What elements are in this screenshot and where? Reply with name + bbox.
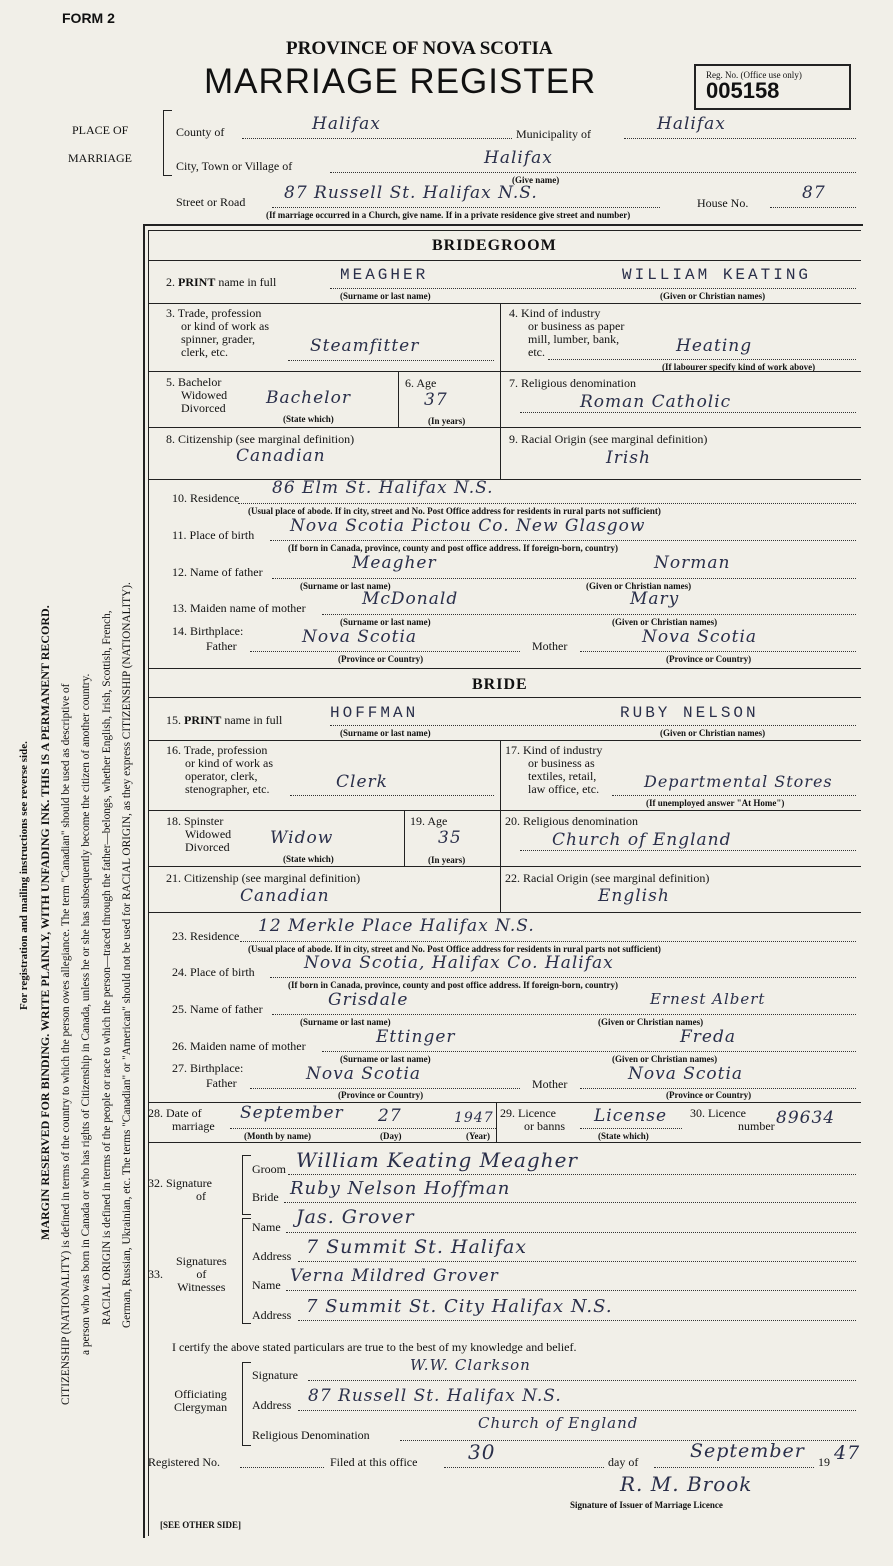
bride-father-line — [272, 1014, 856, 1015]
issuer-caption: Signature of Issuer of Marriage Licence — [570, 1500, 723, 1510]
rule — [148, 1142, 861, 1143]
marriage-day: 27 — [378, 1106, 402, 1126]
clergyman-label: Officiating Clergyman — [174, 1387, 228, 1414]
groom-age: 37 — [424, 390, 448, 410]
place-label: PLACE OF — [72, 123, 129, 137]
status-caption: (State which) — [283, 414, 334, 424]
bride-father-given: Ernest Albert — [650, 990, 766, 1008]
given-caption: (Given or Christian names) — [612, 617, 718, 627]
surname-caption: (Surname or last name) — [340, 617, 431, 627]
witnesses-label: Signatures of Witnesses — [176, 1254, 227, 1294]
municipality-line — [624, 138, 856, 139]
clergy-address-label: Address — [252, 1398, 292, 1412]
filed-year: 47 — [834, 1442, 861, 1464]
bride-residence-line — [240, 941, 856, 942]
marriage-date-label: 28. Date of marriage — [148, 1106, 215, 1133]
bride-birth-label: 24. Place of birth — [172, 965, 255, 979]
bride-age: 35 — [438, 828, 462, 848]
groom-status-label: 5. Bachelor Widowed Divorced — [166, 375, 228, 415]
bride-name-label: 15. PRINT name in full — [166, 713, 283, 727]
rule — [148, 866, 861, 867]
divider — [500, 303, 501, 371]
given-caption: (Given or Christian names) — [660, 291, 766, 301]
bride-birth: Nova Scotia, Halifax Co. Halifax — [304, 953, 614, 973]
signature-section-label: 32. Signature of — [148, 1176, 212, 1203]
groom-name-label: 2. PRINT name in full — [166, 275, 277, 289]
rule — [148, 912, 861, 913]
registered-label: Registered No. — [148, 1455, 220, 1469]
surname-caption: (Surname or last name) — [340, 728, 431, 738]
groom-birth-line — [270, 540, 856, 541]
bride-bp-mother: Nova Scotia — [628, 1064, 744, 1084]
month-caption: (Month by name) — [244, 1131, 311, 1141]
bride-given: RUBY NELSON — [620, 704, 759, 722]
witness2-name-line — [286, 1290, 856, 1291]
rule — [148, 740, 861, 741]
province-caption: (Province or Country) — [666, 1090, 752, 1100]
groom-industry-caption: (If labourer specify kind of work above) — [662, 362, 816, 372]
bride-residence-label: 23. Residence — [172, 929, 240, 943]
bride-bp-mother-line — [580, 1088, 856, 1089]
house-line — [770, 207, 856, 208]
bride-religion-line — [520, 850, 856, 851]
birth-caption: (If born in Canada, province, county and post office address. If foreign-born, country) — [288, 980, 619, 990]
witness2-address-label: Address — [252, 1308, 292, 1322]
reg-number: 005158 — [706, 78, 780, 103]
bride-industry-label: 17. Kind of industry or business as textiles, retail, law office, etc. — [505, 743, 603, 796]
divider — [404, 810, 405, 866]
filed-month-line — [654, 1467, 814, 1468]
groom-trade-line — [288, 360, 494, 361]
birthplace-father-label: Father — [206, 1076, 237, 1090]
bride-religion: Church of England — [552, 830, 732, 850]
bride-sig-line — [284, 1202, 856, 1203]
witnesses-number: 33. — [148, 1267, 163, 1281]
province-caption: (Province or Country) — [666, 654, 752, 664]
groom-industry: Heating — [676, 336, 753, 356]
frame-inner-top — [148, 230, 861, 231]
divider — [500, 371, 501, 427]
filed-day: 30 — [468, 1440, 496, 1464]
city-value: Halifax — [484, 148, 553, 168]
clergy-denomination-label: Religious Denomination — [252, 1428, 370, 1442]
witness2-address: 7 Summit St. City Halifax N.S. — [306, 1296, 613, 1317]
witness2-name: Verna Mildred Grover — [290, 1266, 499, 1286]
bride-racial-label: 22. Racial Origin (see marginal definition) — [505, 871, 710, 885]
groom-birth-label: 11. Place of birth — [172, 528, 255, 542]
marriage-date-line — [230, 1128, 496, 1129]
licence-caption: (State which) — [598, 1131, 649, 1141]
bridegroom-heading: BRIDEGROOM — [432, 237, 557, 254]
surname-caption: (Surname or last name) — [300, 1017, 391, 1027]
groom-father-surname: Meagher — [352, 553, 437, 573]
groom-residence: 86 Elm St. Halifax N.S. — [272, 478, 494, 498]
groom-mother-label: 13. Maiden name of mother — [172, 601, 306, 615]
bride-birth-line — [270, 977, 856, 978]
rule — [148, 303, 861, 304]
rule — [148, 697, 861, 698]
birthplace-father-label: Father — [206, 639, 237, 653]
groom-racial-label: 9. Racial Origin (see marginal definition) — [509, 432, 708, 446]
bride-heading: BRIDE — [472, 676, 528, 693]
rule — [148, 427, 861, 428]
house-label: House No. — [697, 196, 749, 210]
groom-bp-mother-line — [580, 651, 856, 652]
groom-bp-father: Nova Scotia — [302, 627, 418, 647]
divider — [500, 427, 501, 479]
licence-number-label: 30. Licence number — [690, 1106, 775, 1133]
witness1-address-label: Address — [252, 1249, 292, 1263]
groom-religion-label: 7. Religious denomination — [509, 376, 636, 390]
bride-mother-surname: Ettinger — [376, 1027, 456, 1047]
registered-line — [240, 1467, 324, 1468]
groom-surname: MEAGHER — [340, 266, 429, 284]
filed-month: September — [690, 1440, 805, 1462]
status-caption: (State which) — [283, 854, 334, 864]
church-note: (If marriage occurred in a Church, give name. If in a private residence give street and number) — [266, 210, 631, 220]
groom-signature: William Keating Meagher — [296, 1148, 578, 1172]
given-caption: (Given or Christian names) — [612, 1054, 718, 1064]
margin-racial-def: RACIAL ORIGIN is defined in terms of the people or race to which the person—traced through the father—belongs, whether English, Irish, Scottish, French, — [101, 610, 113, 1325]
divider — [500, 740, 501, 810]
groom-father-given: Norman — [654, 553, 731, 573]
surname-caption: (Surname or last name) — [300, 581, 391, 591]
place-bracket — [163, 110, 172, 176]
bride-age-label: 19. Age — [410, 814, 448, 828]
street-value: 87 Russell St. Halifax N.S. — [284, 183, 538, 203]
divider — [500, 810, 501, 866]
groom-birthplace-label: 14. Birthplace: — [172, 624, 244, 638]
county-label: County of — [176, 125, 225, 139]
birth-caption: (If born in Canada, province, county and post office address. If foreign-born, country) — [288, 543, 619, 553]
groom-age-label: 6. Age — [405, 376, 437, 390]
groom-birth: Nova Scotia Pictou Co. New Glasgow — [290, 516, 646, 536]
bride-signature: Ruby Nelson Hoffman — [290, 1178, 511, 1199]
bride-religion-label: 20. Religious denomination — [505, 814, 638, 828]
groom-mother-given: Mary — [630, 589, 680, 609]
groom-religion: Roman Catholic — [580, 392, 732, 412]
day-of-label: day of — [608, 1455, 639, 1469]
groom-father-label: 12. Name of father — [172, 565, 263, 579]
bride-racial: English — [598, 886, 670, 906]
bride-status-label: 18. Spinster Widowed Divorced — [166, 814, 232, 854]
witness2-name-label: Name — [252, 1278, 281, 1292]
clergy-bracket — [242, 1362, 251, 1446]
groom-religion-line — [520, 412, 856, 413]
bride-industry-line — [612, 795, 856, 796]
residence-caption: (Usual place of abode. If in city, street and No. Post Office address for residents in rural parts not sufficient) — [248, 944, 661, 954]
witness1-name: Jas. Grover — [296, 1206, 415, 1228]
city-line — [330, 172, 856, 173]
province-title: PROVINCE OF NOVA SCOTIA — [286, 38, 553, 59]
bride-trade: Clerk — [336, 772, 388, 792]
clergy-signature: W.W. Clarkson — [410, 1356, 531, 1374]
year-prefix: 19 — [818, 1455, 830, 1469]
witness1-address: 7 Summit St. Halifax — [306, 1236, 528, 1258]
divider — [398, 371, 399, 427]
groom-name-line — [330, 288, 856, 289]
groom-citizenship-label: 8. Citizenship (see marginal definition) — [166, 432, 355, 446]
bride-bp-father-line — [250, 1088, 520, 1089]
reg-number-label: Reg. No. (Office use only) — [706, 70, 802, 80]
margin-citizenship-def: CITIZENSHIP (NATIONALITY) is defined in terms of the country to which the person owes allegiance. The term "Canadian" should be used as descriptive of — [60, 683, 72, 1405]
bride-residence: 12 Merkle Place Halifax N.S. — [258, 916, 535, 936]
groom-racial: Irish — [606, 448, 651, 468]
groom-bp-mother: Nova Scotia — [642, 627, 758, 647]
county-value: Halifax — [312, 114, 381, 134]
divider — [496, 1102, 497, 1142]
county-line — [242, 138, 512, 139]
witness-bracket — [242, 1218, 251, 1324]
signature-bracket — [242, 1155, 251, 1215]
street-line — [272, 207, 660, 208]
margin-note-binding: MARGIN RESERVED FOR BINDING. WRITE PLAINLY, WITH UNFADING INK. THIS IS A PERMANENT RECORD. — [38, 605, 52, 1240]
margin-racial-def-2: German, Russian, Ukrainian, etc. The terms "Canadian" or "American" should not be used for RACIAL ORIGIN, as they express CITIZENSHIP (NATIONALITY). — [121, 582, 133, 1328]
clergy-denomination: Church of England — [478, 1414, 639, 1432]
groom-father-line — [272, 578, 856, 579]
age-caption: (In years) — [428, 416, 466, 426]
page-title: MARRIAGE REGISTER — [204, 62, 597, 101]
licence-line — [580, 1128, 682, 1129]
groom-citizenship: Canadian — [236, 446, 326, 466]
rule — [148, 810, 861, 811]
certification-text: I certify the above stated particulars are true to the best of my knowledge and belief. — [172, 1340, 577, 1354]
divider — [500, 866, 501, 912]
form-number: FORM 2 — [62, 10, 115, 26]
licence-label: 29. Licence or banns — [500, 1106, 565, 1133]
groom-residence-label: 10. Residence — [172, 491, 240, 505]
year-caption: (Year) — [466, 1131, 490, 1141]
rule — [148, 260, 861, 261]
municipality-label: Municipality of — [516, 127, 591, 141]
clergy-address-line — [298, 1410, 856, 1411]
groom-industry-line — [548, 359, 856, 360]
groom-trade-label: 3. Trade, profession or kind of work as spinner, grader, clerk, etc. — [166, 306, 269, 359]
bride-status: Widow — [270, 828, 334, 848]
residence-caption: (Usual place of abode. If in city, street and No. Post Office address for residents in rural parts not sufficient) — [248, 506, 661, 516]
licence-value: License — [594, 1106, 668, 1126]
given-caption: (Given or Christian names) — [660, 728, 766, 738]
bride-citizenship: Canadian — [240, 886, 330, 906]
groom-industry-label: 4. Kind of industry or business as paper mill, lumber, bank, etc. — [509, 306, 625, 359]
filed-label: Filed at this office — [330, 1455, 418, 1469]
issuer-signature: R. M. Brook — [620, 1472, 753, 1496]
city-label: City, Town or Village of — [176, 159, 293, 173]
rule — [148, 668, 861, 669]
bride-birthplace-label: 27. Birthplace: — [172, 1061, 244, 1075]
clergy-sig-label: Signature — [252, 1368, 298, 1382]
clergy-address: 87 Russell St. Halifax N.S. — [308, 1386, 562, 1406]
groom-mother-surname: McDonald — [362, 589, 459, 609]
rule — [148, 371, 861, 372]
give-name-caption: (Give name) — [512, 175, 560, 185]
groom-sig-label: Groom — [252, 1162, 286, 1176]
bride-mother-label: 26. Maiden name of mother — [172, 1039, 306, 1053]
bride-mother-line — [322, 1051, 856, 1052]
groom-sig-line — [288, 1174, 856, 1175]
groom-given: WILLIAM KEATING — [622, 266, 812, 284]
bride-industry-caption: (If unemployed answer "At Home") — [646, 798, 785, 808]
witness1-name-line — [286, 1232, 856, 1233]
given-caption: (Given or Christian names) — [586, 581, 692, 591]
marriage-month: September — [240, 1103, 344, 1123]
clergy-sig-line — [308, 1380, 856, 1381]
marriage-year: 1947 — [454, 1110, 494, 1126]
bride-sig-label: Bride — [252, 1190, 279, 1204]
witness1-name-label: Name — [252, 1220, 281, 1234]
witness2-address-line — [298, 1320, 856, 1321]
margin-citizenship-def-2: a person who was born in Canada or who has rights of Citizenship in Canada, unless he or she has subsequently become the citizen of another country. — [80, 673, 92, 1355]
bride-industry: Departmental Stores — [644, 772, 833, 791]
bride-trade-label: 16. Trade, profession or kind of work as operator, clerk, stenographer, etc. — [166, 743, 273, 796]
birthplace-mother-label: Mother — [532, 1077, 568, 1091]
groom-trade: Steamfitter — [310, 336, 420, 356]
filed-day-line — [444, 1467, 604, 1468]
municipality-value: Halifax — [657, 114, 726, 134]
groom-status: Bachelor — [266, 388, 351, 408]
house-value: 87 — [802, 183, 826, 203]
bride-father-label: 25. Name of father — [172, 1002, 263, 1016]
surname-caption: (Surname or last name) — [340, 1054, 431, 1064]
bride-trade-line — [290, 795, 494, 796]
frame-inner-line — [148, 230, 149, 1536]
reg-number-box — [694, 64, 851, 110]
day-caption: (Day) — [380, 1131, 402, 1141]
margin-note-registration: For registration and mailing instructions see reverse side. — [18, 741, 30, 1010]
bride-bp-father: Nova Scotia — [306, 1064, 422, 1084]
witness1-address-line — [298, 1261, 856, 1262]
province-caption: (Province or Country) — [338, 654, 424, 664]
bride-father-surname: Grisdale — [328, 990, 409, 1010]
marriage-label: MARRIAGE — [68, 151, 133, 165]
groom-mother-line — [322, 614, 856, 615]
bride-mother-given: Freda — [680, 1027, 736, 1047]
street-label: Street or Road — [176, 195, 246, 209]
bride-surname: HOFFMAN — [330, 704, 419, 722]
given-caption: (Given or Christian names) — [598, 1017, 704, 1027]
birthplace-mother-label: Mother — [532, 639, 568, 653]
age-caption: (In years) — [428, 855, 466, 865]
groom-residence-line — [238, 503, 856, 504]
surname-caption: (Surname or last name) — [340, 291, 431, 301]
licence-number: 89634 — [776, 1108, 836, 1128]
rule — [148, 479, 861, 480]
bride-name-line — [330, 725, 856, 726]
province-caption: (Province or Country) — [338, 1090, 424, 1100]
groom-bp-father-line — [250, 651, 520, 652]
bride-citizenship-label: 21. Citizenship (see marginal definition) — [166, 871, 361, 885]
see-other-side: [SEE OTHER SIDE] — [160, 1520, 242, 1530]
